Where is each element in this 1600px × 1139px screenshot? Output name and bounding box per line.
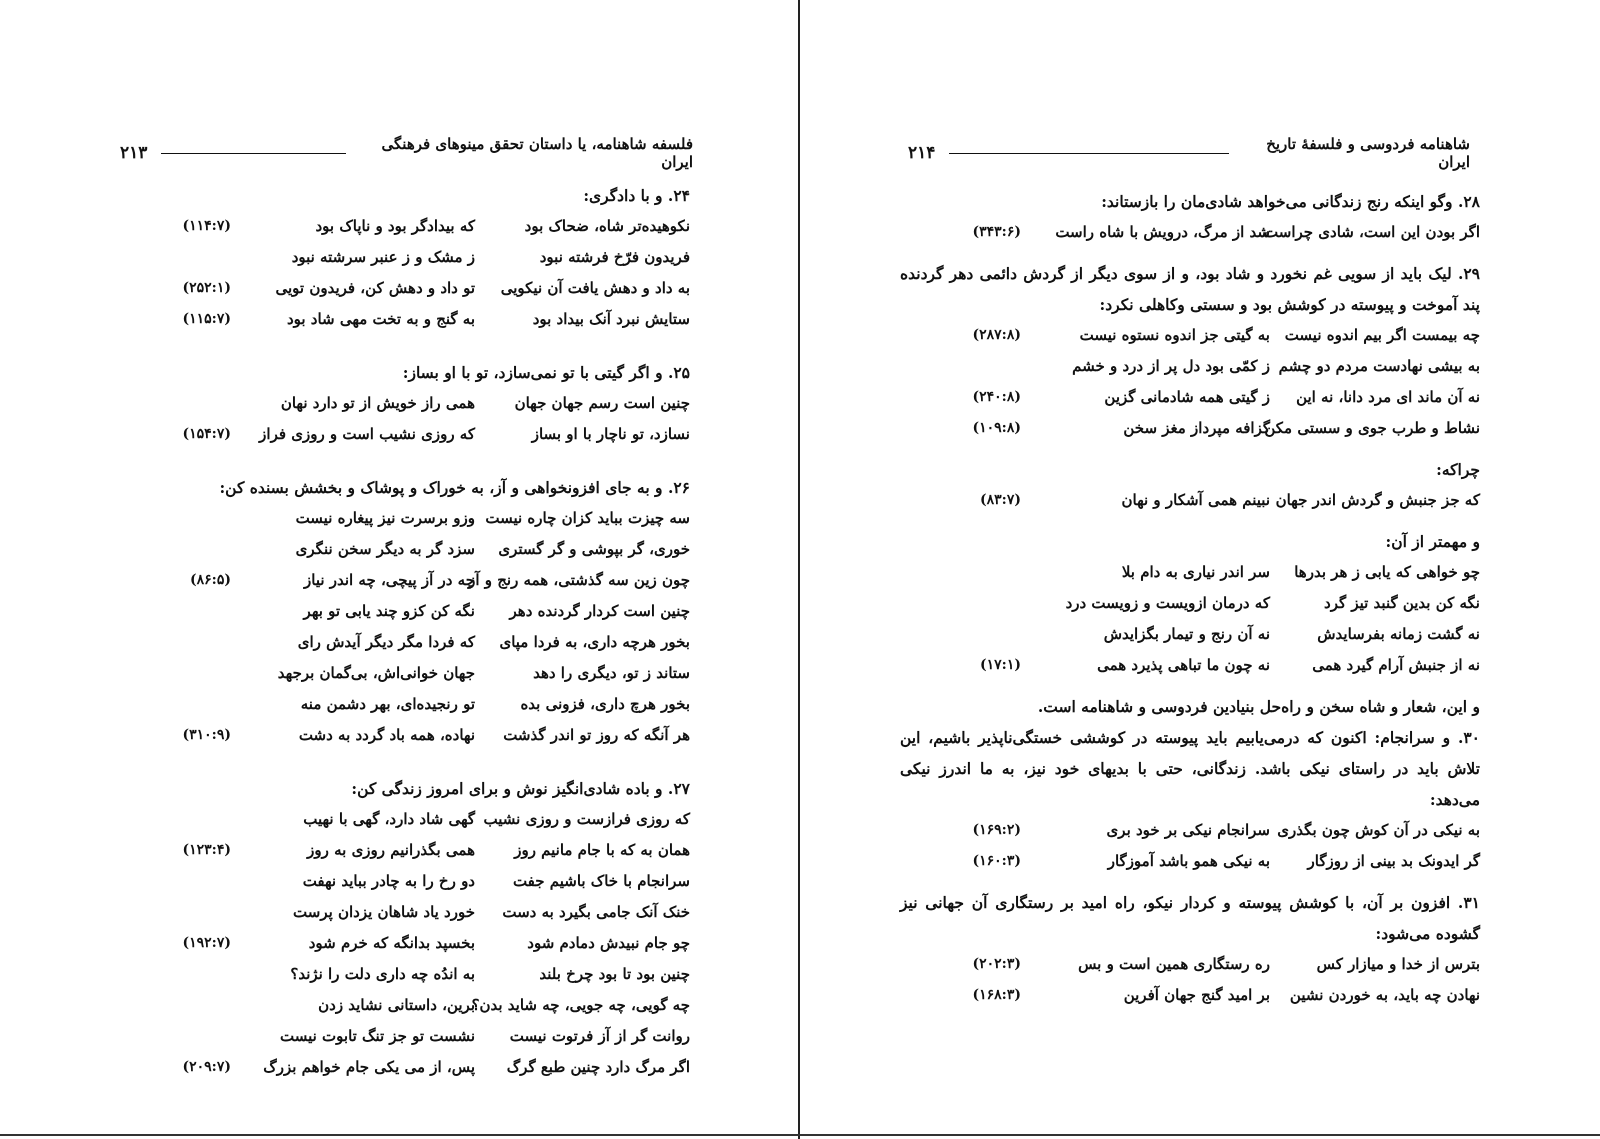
verse-first-hemistich: چنین بود تا بود چرخ بلند — [539, 965, 690, 983]
right-page-content — [900, 186, 1480, 1021]
verse-line — [120, 534, 690, 565]
verse-reference — [231, 658, 235, 689]
verse-reference: (۸۶:۵) — [190, 572, 231, 588]
verse-second-hemistich: همی بگذرانیم روزی به روز — [307, 841, 475, 859]
verse-first-hemistich: سه چیزت بباید کزان چاره نیست — [485, 509, 690, 527]
verse-first-hemistich: همان به که با جام مانیم روز — [514, 841, 690, 859]
paragraph: ۳۰. و سرانجام: اکنون که درمی‌یابیم باید پیوسته در کوششی خستگی‌ناپذیر باشیم، این تلاش باید در راستای نیکی باشد. زندگانی، حتی با بدیهای خود نیز، به ما اندرز نیکی می‌دهد: — [900, 728, 1480, 809]
verse-reference: (۱۶۸:۳) — [972, 987, 1021, 1003]
verse-second-hemistich: که فردا مگر دیگر آیدش رای — [297, 633, 475, 651]
right-page-number: ۲۱۴ — [908, 143, 936, 163]
verse-group — [900, 217, 1480, 248]
verse-reference: (۱۹۲:۷) — [182, 935, 231, 951]
paragraph: ۲۸. وگو اینکه رنج زندگانی می‌خواهد شادی‌مان را بازستاند: — [1101, 192, 1480, 211]
paragraph: و مهمتر از آن: — [1385, 532, 1480, 551]
verse-reference — [231, 627, 235, 658]
paragraph: ۲۹. لیک باید از سویی غم نخورد و شاد بود، و از سوی دیگر از گردش دائمی دهر گردنده پند آموخت و پیوسته در کوشش بود و سستی وکاهلی نکرد: — [900, 264, 1480, 314]
verse-reference: (۲۰۹:۷) — [182, 1059, 231, 1075]
verse-line — [120, 866, 690, 897]
verse-first-hemistich: نسازد، تو ناچار با او بساز — [531, 425, 690, 443]
verse-reference: (۱۱۵:۷) — [182, 311, 231, 327]
verse-line — [120, 565, 690, 596]
verse-second-hemistich: همی راز خویش از تو دارد نهان — [280, 394, 475, 412]
verse-line — [120, 273, 690, 304]
verse-line — [900, 413, 1480, 444]
verse-reference: (۱۲۳:۴) — [182, 842, 231, 858]
right-page-header — [908, 135, 1470, 171]
verse-reference — [231, 534, 235, 565]
verse-line — [120, 211, 690, 242]
verse-group — [120, 388, 690, 450]
verse-first-hemistich: به داد و دهش یافت آن نیکویی — [500, 279, 690, 297]
verse-line — [120, 897, 690, 928]
verse-first-hemistich: نه آن ماند ای مرد دانا، نه این — [1296, 388, 1480, 406]
verse-first-hemistich: خنک آنک جامی بگیرد به دست — [502, 903, 690, 921]
verse-second-hemistich: پس، از می یکی جام خواهم بزرگ — [263, 1058, 475, 1076]
section-gap — [120, 460, 690, 472]
verse-line — [120, 1021, 690, 1052]
verse-first-hemistich: اگر مرگ دارد چنین طبع گرگ — [506, 1058, 690, 1076]
verse-line — [120, 596, 690, 627]
verse-reference — [231, 242, 235, 273]
verse-second-hemistich: تو داد و دهش کن، فریدون تویی — [275, 279, 475, 297]
verse-first-hemistich: نه از جنبش آرام گیرد همی — [1312, 656, 1480, 674]
verse-reference: (۱۰۹:۸) — [972, 420, 1021, 436]
verse-group — [120, 804, 690, 1083]
verse-group — [900, 557, 1480, 681]
left-page-content — [120, 180, 690, 1093]
verse-first-hemistich: به نیکی در آن کوش چون بگذری — [1277, 821, 1480, 839]
verse-second-hemistich: برین، داستانی نشاید زدن — [318, 996, 475, 1014]
verse-group — [900, 815, 1480, 877]
verse-second-hemistich: دو رخ را به چادر بباید نهفت — [302, 872, 475, 890]
verse-reference: (۲۴۰:۸) — [972, 389, 1021, 405]
verse-line — [120, 304, 690, 335]
verse-second-hemistich: شد از مرگ، درویش با شاه راست — [1055, 223, 1270, 241]
verse-reference: (۲۸۷:۸) — [972, 327, 1021, 343]
paragraph: ۳۱. افزون بر آن، با کوشش پیوسته و کردار نیکو، راه امید بر رستگاری آن جهانی نیز گشوده می‌شود: — [900, 893, 1480, 943]
verse-reference: (۱۶۹:۲) — [972, 822, 1021, 838]
verse-line — [120, 388, 690, 419]
verse-line — [120, 835, 690, 866]
verse-second-hemistich: گهی شاد دارد، گهی با نهیب — [303, 810, 475, 828]
section-gap — [120, 345, 690, 357]
verse-first-hemistich: بخور هرچه داری، به فردا مپای — [499, 633, 690, 651]
verse-reference — [231, 596, 235, 627]
page-bottom-edge — [0, 1134, 1600, 1136]
verse-second-hemistich: به گنج و به تخت مهی شاد بود — [286, 310, 475, 328]
verse-line — [900, 382, 1480, 413]
verse-second-hemistich: وزو برسرت نیز پیغاره نیست — [295, 509, 475, 527]
verse-line — [900, 557, 1480, 588]
verse-reference — [1021, 351, 1025, 382]
verse-reference — [231, 689, 235, 720]
verse-line — [900, 485, 1480, 516]
verse-line — [900, 320, 1480, 351]
verse-line — [900, 650, 1480, 681]
verse-line — [900, 980, 1480, 1011]
verse-second-hemistich: ز کمّی بود دل پر از درد و خشم — [1072, 357, 1270, 375]
verse-first-hemistich: روانت گر از آز فرتوت نیست — [509, 1027, 690, 1045]
verse-first-hemistich: نشاط و طرب جوی و سستی مکن — [1264, 419, 1480, 437]
left-page-header — [120, 135, 693, 171]
verse-reference: (۸۳:۷) — [980, 492, 1021, 508]
verse-second-hemistich: سر اندر نیاری به دام بلا — [1121, 563, 1270, 581]
verse-reference: (۳۱۰:۹) — [182, 727, 231, 743]
section-heading: ۲۶. و به جای افزونخواهی و آز، به خوراک و پوشاک و بخشش بسنده کن: — [219, 478, 690, 497]
verse-second-hemistich: تو رنجیده‌ای، بهر دشمن منه — [300, 695, 475, 713]
verse-reference — [231, 866, 235, 897]
verse-first-hemistich: چنین است کردار گردنده دهر — [509, 602, 690, 620]
verse-reference — [231, 990, 235, 1021]
section-heading: ۲۴. و با دادگری: — [583, 186, 690, 205]
verse-reference — [231, 388, 235, 419]
verse-second-hemistich: ز گیتی همه شادمانی گزین — [1104, 388, 1270, 406]
verse-line — [120, 627, 690, 658]
verse-reference: (۲۰۲:۳) — [972, 956, 1021, 972]
right-page — [800, 0, 1600, 1139]
verse-first-hemistich: خوری، گر بپوشی و گر گستری — [498, 540, 690, 558]
verse-line — [120, 1052, 690, 1083]
verse-first-hemistich: سرانجام با خاک باشیم جفت — [512, 872, 690, 890]
verse-second-hemistich: ره رستگاری همین است و بس — [1078, 955, 1270, 973]
verse-reference — [231, 503, 235, 534]
paragraph: و این، شعار و شاه سخن و راه‌حل بنیادین فردوسی و شاهنامه است. — [1037, 697, 1480, 716]
verse-second-hemistich: سزد گر به دیگر سخن ننگری — [295, 540, 475, 558]
verse-group — [900, 320, 1480, 444]
verse-line — [900, 351, 1480, 382]
right-page-running-title: شاهنامه فردوسی و فلسفهٔ تاریخ ایران — [1266, 135, 1470, 171]
verse-reference — [231, 1021, 235, 1052]
verse-first-hemistich: نه گشت زمانه بفرسایدش — [1317, 625, 1480, 643]
verse-line — [120, 928, 690, 959]
verse-reference — [1021, 557, 1025, 588]
paragraph: چراکه: — [1436, 460, 1480, 479]
verse-second-hemistich: نه چون ما تباهی پذیرد همی — [1097, 656, 1270, 674]
verse-second-hemistich: جهان خوانی‌اش، بی‌گمان برجهد — [277, 664, 475, 682]
verse-reference — [1021, 619, 1025, 650]
verse-first-hemistich: ستایش نبرد آنک بیداد بود — [532, 310, 690, 328]
verse-reference: (۱۶۰:۳) — [972, 853, 1021, 869]
verse-first-hemistich: بخور هرچ داری، فزونی بده — [520, 695, 690, 713]
verse-reference: (۱۱۴:۷) — [182, 218, 231, 234]
verse-reference — [231, 804, 235, 835]
verse-group — [900, 485, 1480, 516]
verse-first-hemistich: چو جام نبیدش دمادم شود — [527, 934, 690, 952]
verse-first-hemistich: چه بیمست اگر بیم اندوه نیست — [1284, 326, 1480, 344]
section-heading: ۲۵. و اگر گیتی با تو نمی‌سازد، تو با او بساز: — [402, 363, 690, 382]
verse-second-hemistich: که بیدادگر بود و ناپاک بود — [315, 217, 475, 235]
verse-reference — [231, 897, 235, 928]
verse-second-hemistich: خورد یاد شاهان یزدان پرست — [293, 903, 475, 921]
header-rule — [161, 153, 346, 154]
left-page-number: ۲۱۳ — [120, 143, 148, 163]
verse-line — [120, 720, 690, 751]
verse-first-hemistich: چنین است رسم جهان جهان — [514, 394, 690, 412]
verse-line — [120, 990, 690, 1021]
verse-first-hemistich: فریدون فرّخ فرشته نبود — [539, 248, 690, 266]
verse-second-hemistich: به نیکی همو باشد آموزگار — [1107, 852, 1270, 870]
verse-group — [120, 503, 690, 751]
verse-reference: (۱۵۴:۷) — [182, 426, 231, 442]
verse-first-hemistich: بترس از خدا و میازار کس — [1316, 955, 1480, 973]
header-rule — [949, 153, 1229, 154]
verse-second-hemistich: ز مشک و ز عنبر سرشته نبود — [291, 248, 475, 266]
verse-group — [120, 211, 690, 335]
verse-group — [900, 949, 1480, 1011]
verse-reference: (۱۷:۱) — [980, 657, 1021, 673]
verse-second-hemistich: گزافه مپرداز مغز سخن — [1123, 419, 1270, 437]
verse-first-hemistich: اگر بودن این است، شادی چراست — [1264, 223, 1480, 241]
verse-first-hemistich: چه گویی، چه جویی، چه شاید بدن؟ — [471, 996, 690, 1014]
verse-line — [900, 949, 1480, 980]
verse-line — [120, 419, 690, 450]
verse-line — [900, 815, 1480, 846]
verse-second-hemistich: نشست تو جز تنگ تابوت نیست — [280, 1027, 475, 1045]
verse-second-hemistich: بخسپد بدانگه که خرم شود — [308, 934, 475, 952]
verse-first-hemistich: چو خواهی که یابی ز هر بدرها — [1294, 563, 1480, 581]
verse-line — [120, 242, 690, 273]
verse-reference: (۳۴۳:۶) — [972, 224, 1021, 240]
verse-second-hemistich: نبینم همی آشکار و نهان — [1121, 491, 1270, 509]
verse-first-hemistich: چون زین سه گذشتی، همه رنج و آز — [468, 571, 690, 589]
verse-line — [900, 846, 1480, 877]
verse-first-hemistich: که جز جنبش و گردش اندر جهان — [1275, 491, 1480, 509]
left-page-running-title: فلسفه شاهنامه، یا داستان تحقق مینوهای فرهنگی ایران — [381, 135, 693, 171]
verse-line — [120, 689, 690, 720]
verse-first-hemistich: نکوهیده‌تر شاه، ضحاک بود — [524, 217, 690, 235]
verse-reference: (۲۵۲:۱) — [182, 280, 231, 296]
verse-second-hemistich: که درمان ازویست و زویست درد — [1065, 594, 1270, 612]
verse-first-hemistich: نهادن چه باید، به خوردن نشین — [1289, 986, 1480, 1004]
verse-first-hemistich: هر آنگه که روز تو اندر گذشت — [503, 726, 690, 744]
verse-line — [900, 619, 1480, 650]
verse-line — [120, 959, 690, 990]
verse-second-hemistich: چه در آز پیچی، چه اندر نیاز — [304, 571, 475, 589]
verse-first-hemistich: به بیشی نهادست مردم دو چشم — [1278, 357, 1480, 375]
section-heading: ۲۷. و باده شادی‌انگیز نوش و برای امروز زندگی کن: — [351, 779, 690, 798]
verse-line — [120, 804, 690, 835]
verse-second-hemistich: که روزی نشیب است و روزی فراز — [259, 425, 475, 443]
verse-second-hemistich: نهاده، همه باد گردد به دشت — [298, 726, 475, 744]
verse-reference — [1021, 588, 1025, 619]
verse-first-hemistich: ستاند ز تو، دیگری را دهد — [533, 664, 690, 682]
verse-first-hemistich: نگه کن بدین گنبد تیز گرد — [1324, 594, 1480, 612]
section-gap — [120, 761, 690, 773]
verse-line — [900, 217, 1480, 248]
verse-line — [120, 503, 690, 534]
verse-second-hemistich: نگه کن کزو چند یابی تو بهر — [303, 602, 475, 620]
verse-second-hemistich: نه آن رنج و تیمار بگزایدش — [1103, 625, 1270, 643]
verse-first-hemistich: گر ایدونک بد بینی از روزگار — [1307, 852, 1480, 870]
verse-second-hemistich: سرانجام نیکی بر خود بری — [1106, 821, 1270, 839]
verse-first-hemistich: که روزی فرازست و روزی نشیب — [483, 810, 690, 828]
verse-second-hemistich: بر امید گنج جهان آفرین — [1123, 986, 1270, 1004]
verse-line — [120, 658, 690, 689]
verse-second-hemistich: به اندُه چه داری دلت را نژند؟ — [290, 965, 475, 983]
verse-second-hemistich: به گیتی جز اندوه نستوه نیست — [1079, 326, 1270, 344]
verse-reference — [231, 959, 235, 990]
verse-line — [900, 588, 1480, 619]
